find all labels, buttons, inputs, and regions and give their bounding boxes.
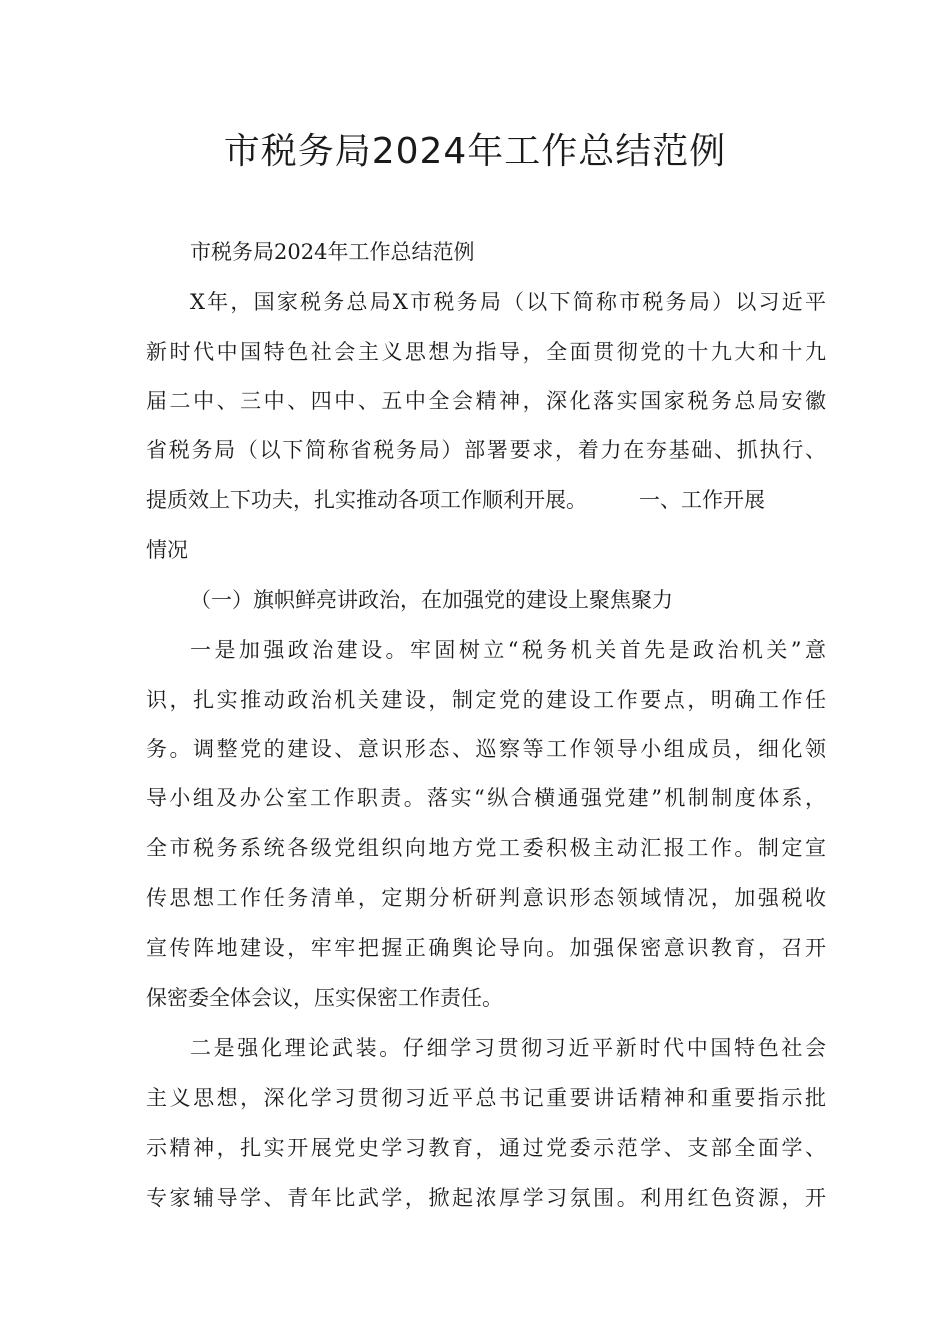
- paragraph-line: [146, 484, 826, 516]
- paragraph-line: 保密委全体会议，压实保密工作责任。: [146, 986, 503, 1010]
- document-subtitle: 市税务局2024年工作总结范例: [190, 240, 475, 264]
- paragraph-line: 宣传阵地建设，牢牢把握正确舆论导向。加强保密意识教育，召开: [146, 936, 826, 960]
- paragraph-line: 主义思想，深化学习贯彻习近平总书记重要讲话精神和重要指示批: [146, 1086, 826, 1110]
- paragraph-line: 省税务局（以下简称省税务局）部署要求，着力在夯基础、抓执行、: [146, 438, 826, 462]
- paragraph-line: 届二中、三中、四中、五中全会精神，深化落实国家税务总局安徽: [146, 389, 826, 413]
- subsection-heading: （一）旗帜鲜亮讲政治，在加强党的建设上聚焦聚力: [190, 588, 673, 612]
- paragraph-line: 示精神，扎实开展党史学习教育，通过党委示范学、支部全面学、: [146, 1136, 826, 1160]
- paragraph-line: 全市税务系统各级党组织向地方党工委积极主动汇报工作。制定宣: [146, 836, 826, 860]
- paragraph-line: 二是强化理论武装。仔细学习贯彻习近平新时代中国特色社会: [190, 1036, 826, 1060]
- paragraph-text: 提质效上下功夫，扎实推动各项工作顺利开展。: [146, 488, 587, 512]
- paragraph-line: 识，扎实推动政治机关建设，制定党的建设工作要点，明确工作任: [146, 688, 826, 712]
- paragraph-line: 导小组及办公室工作职责。落实“纵合横通强党建”机制制度体系，: [146, 786, 826, 810]
- paragraph-line: 专家辅导学、青年比武学，掀起浓厚学习氛围。利用红色资源，开: [146, 1186, 826, 1210]
- document-title: 市税务局2024年工作总结范例: [223, 131, 727, 172]
- section-heading-continued: 情况: [146, 538, 188, 562]
- paragraph-line: X年，国家税务总局X市税务局（以下简称市税务局）以习近平: [190, 290, 826, 314]
- paragraph-line: 新时代中国特色社会主义思想为指导，全面贯彻党的十九大和十九: [146, 340, 826, 364]
- section-heading: 一、工作开展: [639, 488, 765, 512]
- paragraph-line: 一是加强政治建设。牢固树立“税务机关首先是政治机关”意: [190, 638, 826, 662]
- paragraph-line: 传思想工作任务清单，定期分析研判意识形态领域情况，加强税收: [146, 886, 826, 910]
- paragraph-line: 务。调整党的建设、意识形态、巡察等工作领导小组成员，细化领: [146, 737, 826, 761]
